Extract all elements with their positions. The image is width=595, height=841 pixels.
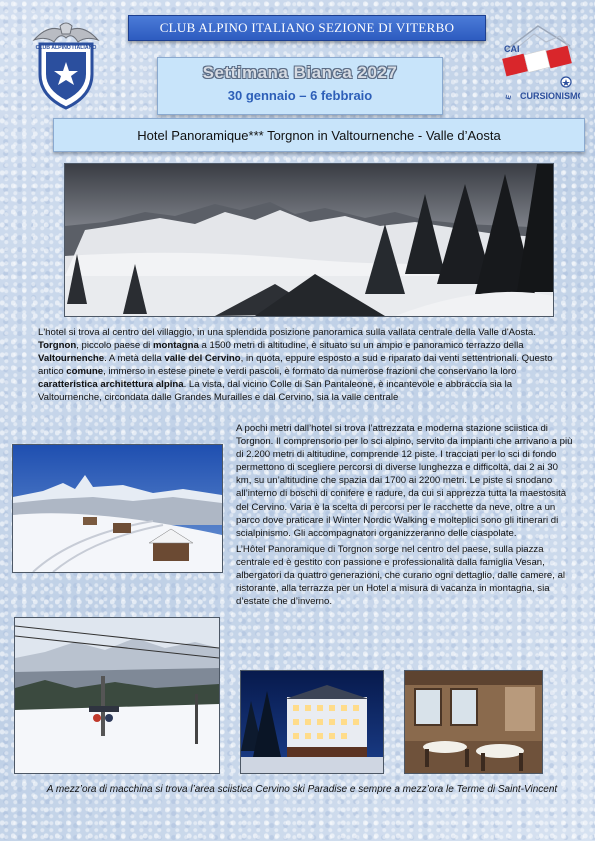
logo-right-e: E	[505, 94, 514, 101]
title-box	[157, 57, 443, 115]
ski-lift-photo	[14, 617, 220, 774]
right-column-text	[236, 422, 573, 611]
hotel-title: Hotel Panoramique*** Torgnon in Valtournenche - Valle d’Aosta	[53, 118, 585, 152]
club-name-banner: CLUB ALPINO ITALIANO SEZIONE DI VITERBO	[128, 15, 486, 41]
footer-caption: A mezz’ora di macchina si trova l’area sciistica Cervino ski Paradise e sempre a mezz’ora le Terme di Saint-Vincent	[46, 784, 558, 795]
intro-paragraph: L'hotel si trova al centro del villaggio, in una splendida posizione panoramica sulla vallata centrale della Valle d'Aosta. Torgnon, piccolo paese di montagna a 1500 metri di altitudine, è situato su un ampio e panoramico terrazzo della Valtournenche. A metà della valle del Cervino, in quota, eppure esposto a sud e riparato dai venti settentrionali. Questo antico comune, immerso in estese pinete e verdi pascoli, è formato da numerose frazioni che conservano la loro caratteristica architettura alpina. La vista, dal vicino Colle di San Pantaleone, è incantevole e abbraccia sia la Valtournenche, circondata dalle Grandes Murailles e dal Cervino, sia la valle centrale	[38, 327, 553, 404]
hotel-night-photo	[240, 670, 384, 774]
event-dates: 30 gennaio – 6 febbraio	[227, 88, 373, 103]
logo-right-text: CURSIONISMO	[520, 91, 580, 101]
stazione-sciistica-paragraph: A pochi metri dall’hotel si trova l’attrezzata e moderna stazione sciistica di Torgnon. Il comprensorio per lo sci alpino, servito da impianti che arrivano a più di 2.200 metri di altitudine, comprende 12 piste. I tracciati per lo sci di fondo permettono di scegliere percorsi di diverse lunghezza e difficoltà, dai 2 ai 30 km, su un’altitudine che spazia dai 1700 ai 2200 metri. Le piste si snodano all’interno di boschi di conifere e radure, da cui si apprezza tutta la maestosità del Cervino. Varia è la scelta di percorsi per le racchette da neve, oltre a un parco dove praticare il Winter Nordic Walking e molteplici sono gli itinerari di scialpinismo. Gli accompagnatori organizzeranno delle ciaspolate.	[236, 423, 573, 539]
page-title: Settimana Bianca 2027	[202, 63, 398, 82]
mountain-panorama-photo	[64, 163, 554, 317]
logo-left-text: CLUB ALPINO ITALIANO	[35, 45, 97, 51]
eagle-star-shield-icon	[30, 18, 102, 114]
village-snow-photo	[12, 444, 223, 573]
cai-escursionismo-flag-icon	[500, 22, 580, 104]
hotel-restaurant-photo	[404, 670, 543, 774]
hotel-description-paragraph: L’Hôtel Panoramique di Torgnon sorge nel centro del paese, sulla piazza centrale ed è gestito con passione e professionalità dalla famiglia Vesan, albergatori da quattro generazioni, che curano ogni dettaglio, dalle camere, al ristorante, alla terrazza per un Hotel a misura di vacanza in montagna, sia d’estate che d’inverno.	[236, 543, 566, 608]
logo-right-cai: CAI	[504, 44, 520, 54]
